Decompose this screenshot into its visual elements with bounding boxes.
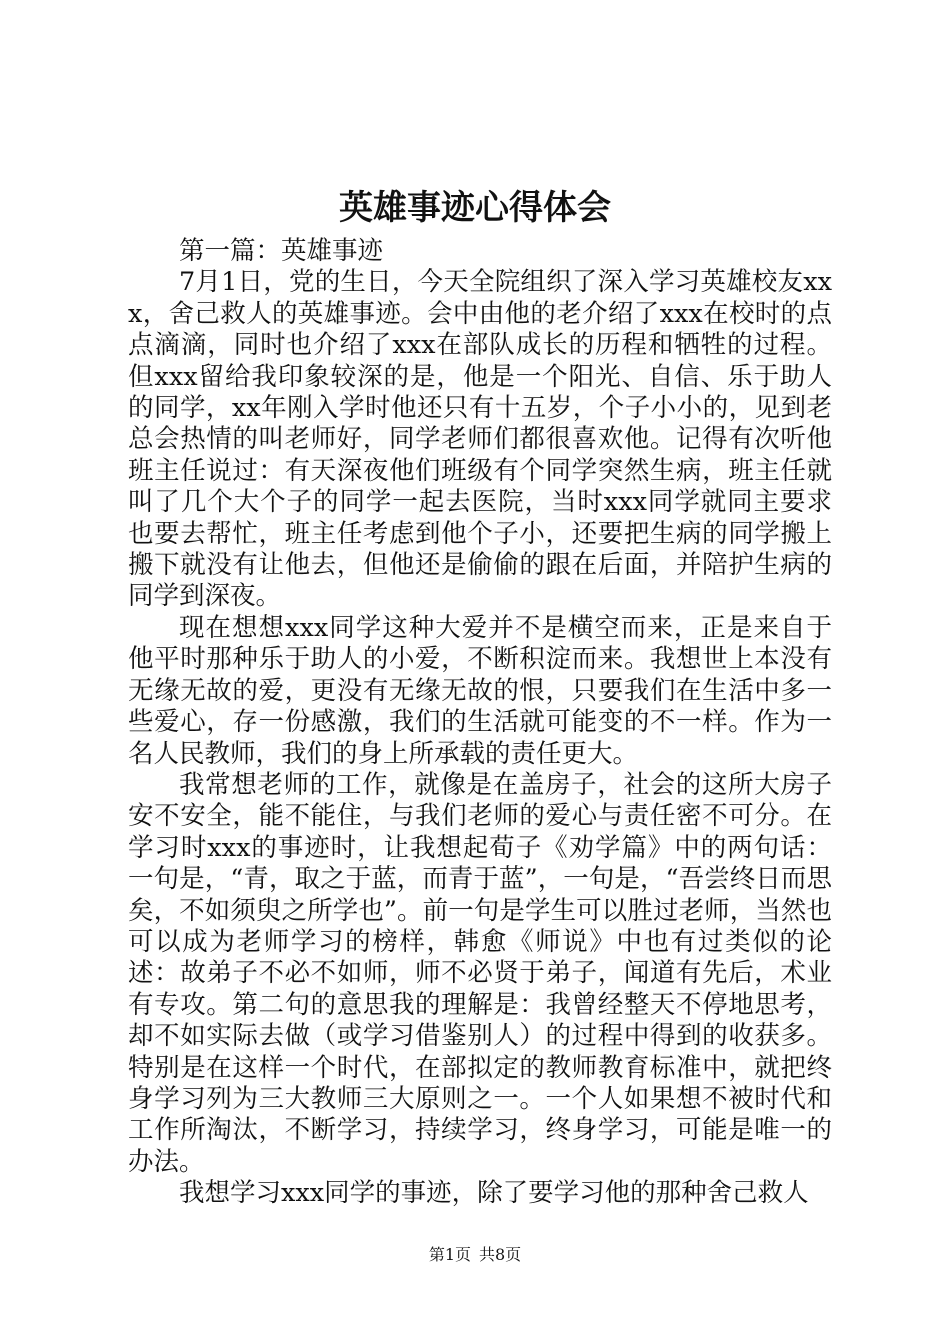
paragraph: 现在想想xxx同学这种大爱并不是横空而来，正是来自于他平时那种乐于助人的小爱，不断积淀而来。我想世上本没有无缘无故的爱，更没有无缘无故的恨，只要我们在生活中多一些爱心，存一份感激，我们的生活就可能变的不一样。作为一名人民教师，我们的身上所承载的责任更大。 bbox=[128, 612, 832, 769]
paragraph: 我想学习xxx同学的事迹，除了要学习他的那种舍己救人 bbox=[179, 1178, 809, 1209]
section-heading: 第一篇：英雄事迹 bbox=[179, 236, 384, 266]
paragraph: 我常想老师的工作，就像是在盖房子，社会的这所大房子安不安全，能不能住，与我们老师的爱心与责任密不可分。在学习时xxx的事迹时，让我想起荀子《劝学篇》中的两句话：一句是，“青，取之于蓝，而青于蓝”，一句是，“吾尝终日而思矣，不如须臾之所学也”。前一句是学生可以胜过老师，当然也可以成为老师学习的榜样，韩愈《师说》中也有过类似的论述：故弟子不必不如师，师不必贤于弟子，闻道有先后，术业有专攻。第二句的意思我的理解是：我曾经整天不停地思考，却不如实际去做（或学习借鉴别人）的过程中得到的收获多。特别是在这样一个时代，在部拟定的教师教育标准中，就把终身学习列为三大教师三大原则之一。一个人如果想不被时代和工作所淘汰，不断学习，持续学习，终身学习，可能是唯一的办法。 bbox=[128, 769, 832, 1177]
paragraph: 7月1日，党的生日，今天全院组织了深入学习英雄校友xxx，舍己救人的英雄事迹。会中由他的老介绍了xxx在校时的点点滴滴，同时也介绍了xxx在部队成长的历程和牺牲的过程。但xxx留给我印象较深的是，他是一个阳光、自信、乐于助人的同学，xx年刚入学时他还只有十五岁，个子小小的，见到老总会热情的叫老师好，同学老师们都很喜欢他。记得有次听他班主任说过：有天深夜他们班级有个同学突然生病，班主任就叫了几个大个子的同学一起去医院，当时xxx同学就同主要求也要去帮忙，班主任考虑到他个子小，还要把生病的同学搬上搬下就没有让他去，但他还是偷偷的跟在后面，并陪护生病的同学到深夜。 bbox=[128, 267, 832, 612]
document-body bbox=[128, 236, 832, 1210]
document-title: 英雄事迹心得体会 bbox=[339, 188, 611, 228]
page-total: 共8页 bbox=[479, 1245, 522, 1264]
page-number: 第1页 bbox=[428, 1245, 471, 1264]
page-footer bbox=[0, 1244, 950, 1266]
